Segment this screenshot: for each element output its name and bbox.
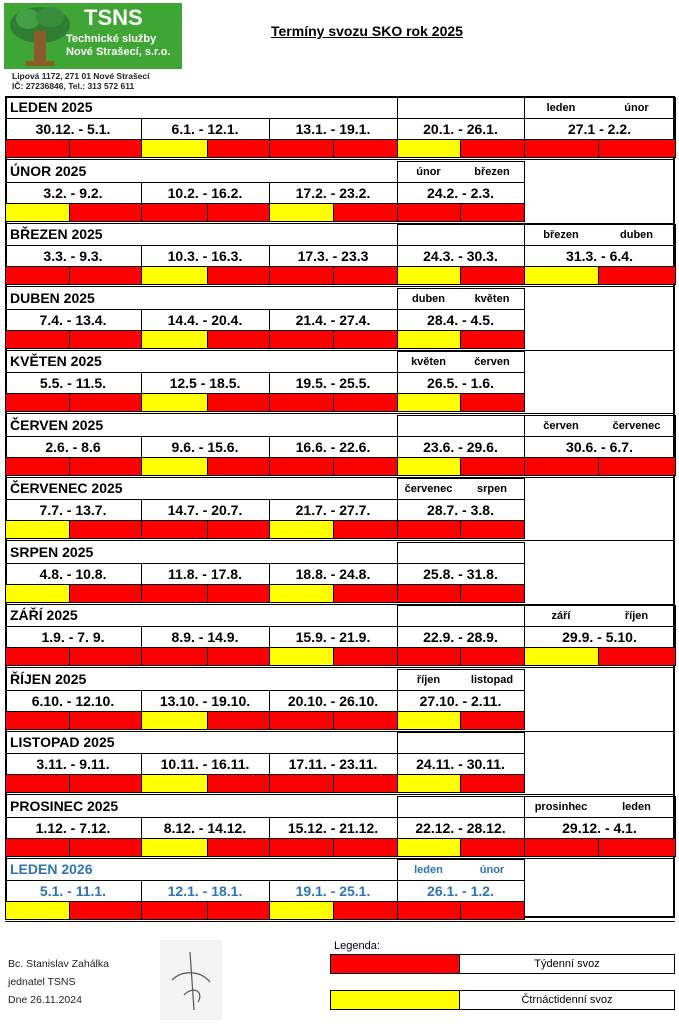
week-range: 4.8. - 10.8. [39, 565, 107, 582]
week-range: 16.6. - 22.6. [295, 438, 371, 455]
biweekly-cell [141, 393, 208, 412]
week-range: 13.10. - 19.10. [159, 692, 251, 709]
biweekly-cell [5, 203, 70, 222]
biweekly-cell [141, 838, 208, 857]
label-cell [397, 796, 525, 818]
biweekly-cell [269, 647, 334, 666]
week-range: 19.1. - 25.1. [295, 883, 371, 899]
week-range: 5.1. - 11.1. [39, 883, 107, 899]
weekly-cell [460, 901, 525, 920]
weekly-cell [207, 584, 270, 603]
weekly-cell [69, 647, 142, 666]
month-label: říjen [416, 673, 441, 686]
label-cell [524, 796, 676, 818]
week-range: 3.2. - 9.2. [43, 184, 103, 201]
weekly-cell [269, 393, 334, 412]
weekly-cell [207, 203, 270, 222]
month-label: leden [546, 102, 576, 114]
tsns-logo [4, 3, 182, 69]
weekly-cell [333, 457, 398, 476]
week-range: 7.4. - 13.4. [39, 311, 107, 328]
week-range: 22.9. - 28.9. [423, 629, 498, 645]
biweekly-cell [397, 457, 461, 476]
week-range: 28.4. - 4.5. [427, 311, 494, 328]
legend-title: Legenda: [334, 940, 380, 952]
month-heading: LISTOPAD 2025 [10, 734, 115, 750]
weekly-cell [207, 393, 270, 412]
logo-name: TSNS [84, 5, 143, 30]
weekly-cell [460, 266, 525, 285]
weekly-cell [5, 711, 70, 730]
weekly-cell [460, 393, 525, 412]
weekly-cell [397, 647, 461, 666]
week-range: 17.3. - 23.3 [297, 248, 369, 264]
signature-date: Dne 26.11.2024 [8, 994, 82, 1006]
weekly-cell [269, 266, 334, 285]
row-separator [5, 921, 675, 922]
weekly-cell [69, 838, 142, 857]
logo-subtitle-line2: Nové Strašecí, s.r.o. [66, 46, 171, 58]
weekly-cell [598, 647, 676, 666]
weekly-cell [333, 901, 398, 920]
weekly-cell [207, 457, 270, 476]
weekly-cell [333, 647, 398, 666]
biweekly-cell [141, 330, 208, 349]
week-range: 9.6. - 15.6. [171, 438, 239, 455]
weekly-cell [333, 711, 398, 730]
month-label: únor [416, 165, 441, 178]
logo-subtitle-line1: Technické služby [66, 33, 157, 45]
week-range: 18.8. - 24.8. [295, 565, 371, 582]
week-range: 26.1. - 1.2. [427, 883, 494, 899]
weekly-cell [460, 457, 525, 476]
week-range: 24.2. - 2.3. [427, 184, 494, 201]
month-heading: ŘÍJEN 2025 [10, 670, 87, 687]
month-label: květen [411, 356, 446, 368]
weekly-cell [69, 901, 142, 920]
weekly-cell [5, 139, 70, 158]
weekly-cell [5, 266, 70, 285]
label-cell [524, 605, 676, 627]
company-ids: IČ: 27236846, Tel.: 313 572 611 [12, 81, 135, 91]
week-range: 27.10. - 2.11. [419, 692, 502, 709]
biweekly-cell [141, 266, 208, 285]
label-cell [397, 859, 525, 881]
weekly-cell [207, 647, 270, 666]
weekly-cell [207, 139, 270, 158]
week-range: 3.11. - 9.11. [36, 756, 110, 772]
month-label: leden [622, 800, 651, 813]
biweekly-cell [141, 457, 208, 476]
biweekly-cell [524, 647, 599, 666]
weekly-cell [460, 203, 525, 222]
weekly-cell [460, 520, 525, 539]
weekly-cell [333, 393, 398, 412]
company-address: Lipová 1172, 271 01 Nové Strašecí [12, 71, 150, 81]
logo-subtitle [66, 33, 171, 59]
weekly-cell [269, 838, 334, 857]
legend-biweekly-swatch [330, 990, 460, 1010]
legend-weekly-label: Týdenní svoz [459, 954, 675, 974]
weekly-cell [69, 393, 142, 412]
week-range: 12.1. - 18.1. [167, 883, 243, 899]
week-range: 1.12. - 7.12. [35, 819, 111, 836]
week-range: 22.12. - 28.12. [415, 819, 506, 836]
weekly-cell [141, 647, 208, 666]
weekly-cell [269, 457, 334, 476]
biweekly-cell [397, 393, 461, 412]
weekly-cell [5, 330, 70, 349]
weekly-cell [269, 774, 334, 793]
weekly-cell [397, 520, 461, 539]
week-range: 28.7. - 3.8. [427, 502, 494, 518]
week-range: 7.7. - 13.7. [39, 502, 107, 518]
week-range: 8.12. - 14.12. [163, 819, 247, 836]
weekly-cell [460, 647, 525, 666]
week-range: 2.6. - 8.6 [45, 438, 101, 455]
weekly-cell [69, 711, 142, 730]
weekly-cell [5, 774, 70, 793]
row-separator [5, 731, 675, 732]
row-separator [5, 540, 675, 541]
weekly-cell [460, 584, 525, 603]
weekly-cell [333, 584, 398, 603]
week-range: 13.1. - 19.1. [295, 121, 371, 137]
week-range: 21.4. - 27.4. [295, 311, 371, 328]
month-heading: DUBEN 2025 [10, 289, 95, 306]
weekly-cell [598, 457, 676, 476]
month-label: srpen [477, 483, 507, 495]
week-range: 5.5. - 11.5. [39, 375, 107, 391]
week-range: 23.6. - 29.6. [423, 438, 498, 455]
label-cell [397, 669, 525, 691]
month-label: říjen [624, 610, 649, 622]
week-range: 12.5 - 18.5. [169, 375, 241, 391]
signature-image [160, 940, 230, 1020]
month-heading: LEDEN 2025 [10, 99, 93, 115]
month-label: září [551, 610, 571, 622]
weekly-cell [207, 330, 270, 349]
week-range: 24.11. - 30.11. [416, 756, 505, 772]
week-range: 15.9. - 21.9. [295, 629, 371, 645]
biweekly-cell [5, 901, 70, 920]
weekly-cell [69, 457, 142, 476]
biweekly-cell [397, 711, 461, 730]
week-range: 17.2. - 23.2. [295, 184, 371, 201]
month-heading: ČERVENEC 2025 [10, 480, 123, 496]
label-cell [397, 224, 525, 246]
label-cell [397, 97, 525, 119]
week-range: 14.7. - 20.7. [167, 502, 243, 518]
week-range: 1.9. - 7. 9. [41, 629, 105, 645]
month-label: duben [620, 229, 653, 241]
week-range: 26.5. - 1.6. [427, 375, 494, 391]
weekly-cell [69, 139, 142, 158]
month-heading: KVĚTEN 2025 [10, 353, 102, 369]
weekly-cell [141, 203, 208, 222]
legend-weekly-swatch [330, 954, 460, 974]
weekly-cell [333, 774, 398, 793]
weekly-cell [69, 266, 142, 285]
row-separator [5, 667, 675, 668]
label-cell [524, 415, 676, 437]
label-cell [524, 97, 676, 119]
week-range: 29.9. - 5.10. [562, 629, 637, 645]
label-cell [397, 542, 525, 564]
month-heading: SRPEN 2025 [10, 543, 94, 560]
weekly-cell [397, 584, 461, 603]
weekly-cell [524, 139, 599, 158]
week-range: 31.3. - 6.4. [566, 248, 633, 264]
label-cell [397, 288, 525, 310]
biweekly-cell [5, 520, 70, 539]
label-cell [524, 224, 676, 246]
biweekly-cell [524, 266, 599, 285]
weekly-cell [69, 774, 142, 793]
week-range: 3.3. - 9.3. [43, 248, 103, 264]
month-heading: LEDEN 2026 [10, 861, 93, 877]
week-range: 19.5. - 25.5. [295, 375, 371, 391]
weekly-cell [5, 647, 70, 666]
label-cell [397, 161, 525, 183]
month-label: prosinhec [534, 800, 588, 813]
biweekly-cell [269, 203, 334, 222]
weekly-cell [207, 901, 270, 920]
week-range: 14.4. - 20.4. [167, 311, 243, 328]
tree-icon [8, 5, 72, 67]
weekly-cell [460, 139, 525, 158]
week-range: 27.1 - 2.2. [567, 121, 632, 137]
row-separator [5, 159, 675, 160]
week-range: 10.3. - 16.3. [167, 248, 243, 264]
row-separator [5, 858, 675, 859]
week-range: 21.7. - 27.7. [295, 502, 371, 518]
weekly-cell [5, 393, 70, 412]
week-range: 30.12. - 5.1. [35, 121, 111, 137]
row-separator [5, 477, 675, 478]
biweekly-cell [269, 584, 334, 603]
weekly-cell [69, 520, 142, 539]
biweekly-cell [397, 139, 461, 158]
week-range: 10.2. - 16.2. [167, 184, 243, 201]
month-label: červenec [612, 419, 661, 432]
label-cell [397, 351, 525, 373]
weekly-cell [5, 838, 70, 857]
weekly-cell [397, 203, 461, 222]
week-range: 29.12. - 4.1. [562, 819, 637, 836]
month-heading: ZÁŘÍ 2025 [10, 607, 78, 623]
weekly-cell [333, 330, 398, 349]
biweekly-cell [397, 774, 461, 793]
month-label: leden [414, 864, 443, 876]
weekly-cell [207, 774, 270, 793]
weekly-cell [269, 139, 334, 158]
biweekly-cell [141, 139, 208, 158]
week-range: 11.8. - 17.8. [168, 565, 242, 582]
signatory-name: Bc. Stanislav Zahálka [8, 958, 109, 970]
weekly-cell [141, 520, 208, 539]
weekly-cell [141, 584, 208, 603]
weekly-cell [333, 838, 398, 857]
month-label: duben [412, 292, 445, 305]
weekly-cell [69, 330, 142, 349]
weekly-cell [460, 711, 525, 730]
week-range: 24.3. - 30.3. [423, 248, 498, 264]
week-range: 6.10. - 12.10. [31, 692, 115, 709]
week-range: 25.8. - 31.8. [423, 565, 498, 582]
month-label: květen [474, 292, 510, 305]
weekly-cell [460, 330, 525, 349]
month-label: březen [543, 229, 579, 241]
month-label: únor [624, 102, 649, 114]
week-range: 20.10. - 26.10. [287, 692, 379, 709]
label-cell [397, 478, 525, 500]
weekly-cell [207, 838, 270, 857]
month-label: březen [474, 165, 510, 178]
weekly-cell [207, 266, 270, 285]
weekly-cell [69, 584, 142, 603]
week-range: 10.11. - 16.11. [160, 756, 250, 772]
signatory-role: jednatel TSNS [8, 976, 76, 988]
weekly-cell [207, 711, 270, 730]
biweekly-cell [269, 901, 334, 920]
weekly-cell [269, 711, 334, 730]
week-range: 30.6. - 6.7. [566, 438, 633, 455]
label-cell [397, 605, 525, 627]
row-separator [5, 286, 675, 287]
weekly-cell [460, 774, 525, 793]
biweekly-cell [141, 711, 208, 730]
weekly-cell [333, 203, 398, 222]
month-label: únor [479, 864, 505, 876]
biweekly-cell [397, 330, 461, 349]
week-range: 20.1. - 26.1. [423, 121, 498, 137]
weekly-cell [333, 520, 398, 539]
week-range: 8.9. - 14.9. [171, 629, 239, 645]
month-heading: PROSINEC 2025 [10, 797, 119, 814]
label-cell [397, 732, 525, 754]
month-label: červen [543, 419, 579, 432]
label-cell [397, 415, 525, 437]
week-range: 17.11. - 23.11. [288, 756, 378, 772]
week-range: 6.1. - 12.1. [171, 121, 239, 137]
weekly-cell [598, 139, 676, 158]
weekly-cell [269, 330, 334, 349]
biweekly-cell [269, 520, 334, 539]
weekly-cell [598, 838, 676, 857]
page-title: Termíny svozu SKO rok 2025 [271, 23, 463, 39]
weekly-cell [5, 457, 70, 476]
weekly-cell [141, 901, 208, 920]
biweekly-cell [141, 774, 208, 793]
month-label: červen [474, 356, 510, 368]
weekly-cell [460, 838, 525, 857]
weekly-cell [69, 203, 142, 222]
month-label: listopad [470, 673, 514, 686]
legend-biweekly-label: Čtrnáctidenní svoz [459, 990, 675, 1010]
month-heading: ČERVEN 2025 [10, 416, 104, 433]
week-range: 15.12. - 21.12. [287, 819, 379, 836]
biweekly-cell [5, 584, 70, 603]
biweekly-cell [397, 266, 461, 285]
weekly-cell [524, 838, 599, 857]
weekly-cell [598, 266, 676, 285]
row-separator [5, 350, 675, 351]
weekly-cell [333, 266, 398, 285]
weekly-cell [397, 901, 461, 920]
weekly-cell [207, 520, 270, 539]
month-heading: ÚNOR 2025 [10, 162, 87, 179]
weekly-cell [524, 457, 599, 476]
biweekly-cell [397, 838, 461, 857]
weekly-cell [333, 139, 398, 158]
month-heading: BŘEZEN 2025 [10, 226, 103, 242]
month-label: červenec [404, 483, 453, 495]
